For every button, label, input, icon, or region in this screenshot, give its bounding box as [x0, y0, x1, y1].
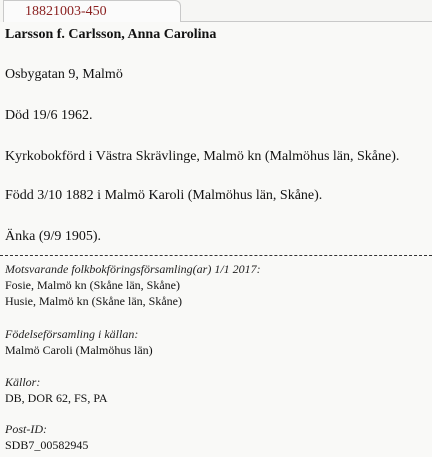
marital-status: Änka (9/9 1905).: [5, 229, 102, 244]
record-id-label: 18821003-450: [25, 4, 107, 19]
sources-label: Källor:: [5, 375, 41, 389]
birth-parish-value: Malmö Caroli (Malmöhus län): [5, 343, 153, 357]
death-info: Död 19/6 1962.: [5, 108, 93, 123]
burial-registry: Kyrkobokförd i Västra Skrävlinge, Malmö kn (Malmöhus län, Skåne).: [5, 149, 400, 164]
post-id-value: SDB7_00582945: [5, 438, 89, 452]
sources-value: DB, DOR 62, FS, PA: [5, 391, 108, 405]
birth-info: Född 3/10 1882 i Malmö Karoli (Malmöhus län, Skåne).: [5, 188, 323, 203]
parish-item: Fosie, Malmö kn (Skåne län, Skåne): [5, 278, 180, 292]
section-divider: [0, 255, 432, 256]
tab-strip: [0, 0, 432, 22]
parish-item: Husie, Malmö kn (Skåne län, Skåne): [5, 294, 182, 308]
person-name: Larsson f. Carlsson, Anna Carolina: [5, 27, 217, 42]
record-tab[interactable]: [3, 0, 181, 22]
address: Osbygatan 9, Malmö: [5, 67, 123, 82]
post-id-label: Post-ID:: [5, 422, 47, 436]
birth-parish-label: Födelseförsamling i källan:: [5, 327, 139, 341]
record-content: [0, 22, 432, 457]
parishes-label: Motsvarande folkbokföringsförsamling(ar) 1/1 2017:: [5, 262, 261, 276]
